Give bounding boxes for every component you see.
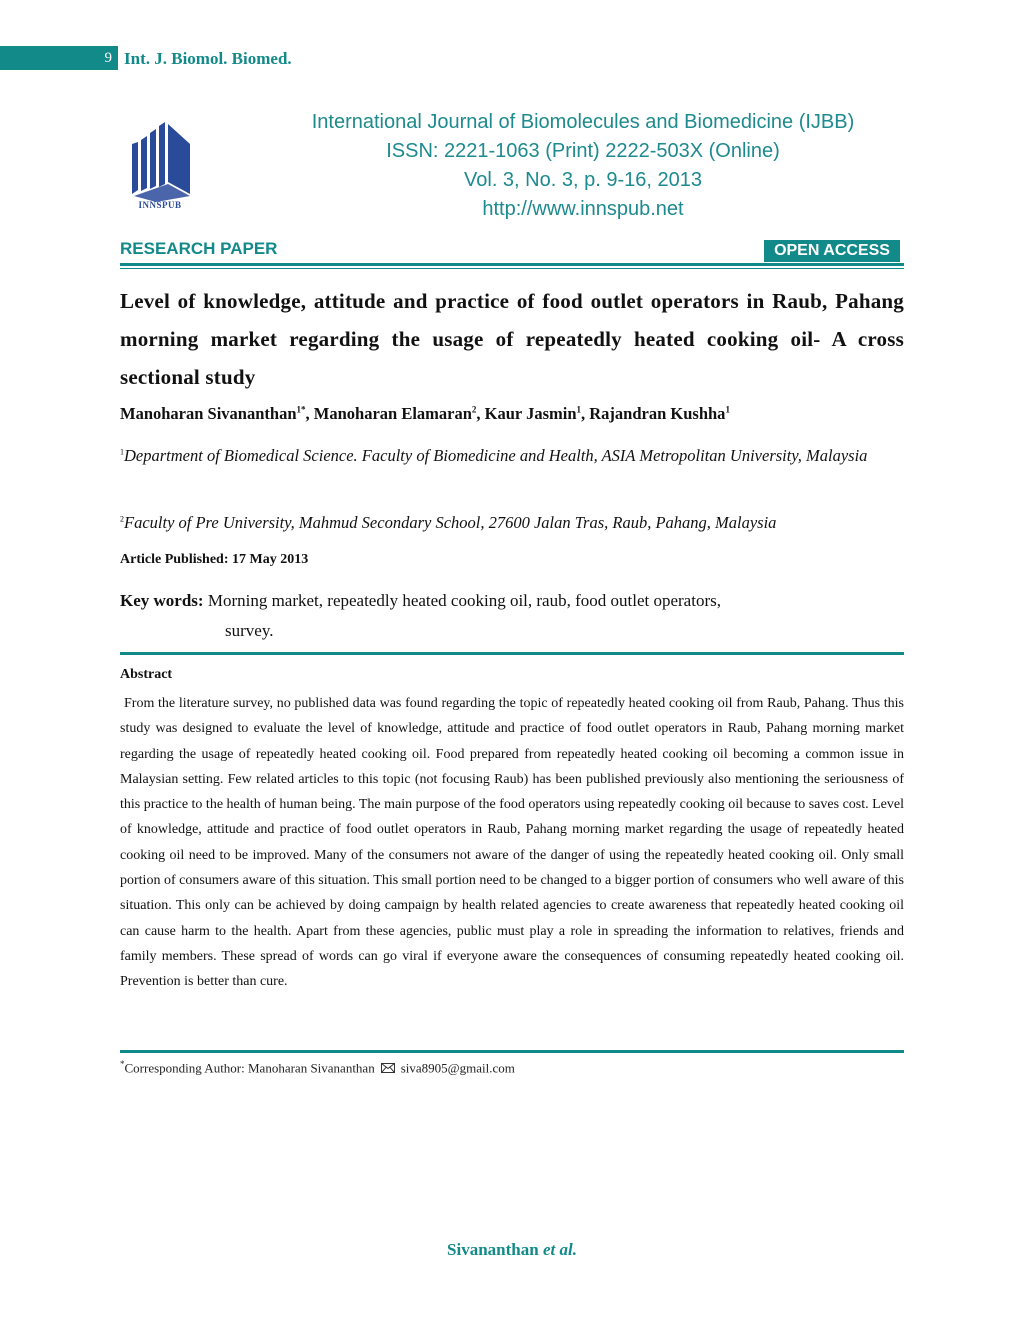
page-footer [0,1240,1024,1260]
author-list [120,404,904,424]
affiliation-text: Department of Biomedical Science. Faculty of Biomedicine and Health, ASIA Metropolitan University, Malaysia [124,446,868,465]
page-number: 9 [104,50,112,66]
author-name: Kaur Jasmin [484,404,577,423]
article-type-label: RESEARCH PAPER [120,239,278,258]
journal-issn: ISSN: 2221-1063 (Print) 2222-503X (Online) [386,140,780,162]
affiliation [120,441,904,471]
divider [120,263,904,266]
logo-wordmark: INNSPUB [138,200,182,210]
author-affiliation-marker: 1 [576,404,581,415]
keywords-text: Morning market, repeatedly heated cooking oil, raub, food outlet operators, [207,591,721,610]
author-affiliation-marker: 1* [296,404,306,415]
affiliation-marker: 1 [120,447,124,457]
journal-abbreviation: Int. J. Biomol. Biomed. [124,49,292,68]
keywords-label: Key words: [120,591,204,610]
author-separator: , [476,404,485,423]
author-separator: , [305,404,314,423]
article-title: Level of knowledge, attitude and practice of food outlet operators in Raub, Pahang morning market regarding the usage of repeatedly heated cooking oil- A cross sectional study [120,289,904,389]
divider [120,652,904,655]
footer-author: Sivananthan [447,1240,539,1259]
keywords-text-continued: survey. [225,621,274,640]
corresponding-author-text: Corresponding Author: Manoharan Sivananthan [124,1060,375,1076]
affiliation [120,508,904,538]
publication-date: Article Published: 17 May 2013 [120,552,309,567]
divider [120,1050,904,1053]
footer-etal: et al. [542,1240,577,1259]
mail-icon [381,1063,395,1073]
affiliation-marker: 2 [120,514,124,524]
author-name: Manoharan Elamaran [313,404,472,423]
author-name: Rajandran Kushha [589,404,726,423]
corresponding-marker: * [120,1059,125,1069]
corresponding-author [120,1059,515,1076]
corresponding-email[interactable]: siva8905@gmail.com [400,1060,515,1076]
open-access-badge: OPEN ACCESS [764,240,900,262]
author-name: Manoharan Sivananthan [120,404,297,423]
author-affiliation-marker: 2 [471,404,477,415]
journal-url[interactable]: http://www.innspub.net [482,198,684,220]
journal-volume: Vol. 3, No. 3, p. 9-16, 2013 [464,169,702,191]
author-affiliation-marker: 1 [725,404,730,415]
journal-title: International Journal of Biomolecules and Biomedicine (IJBB) [311,111,855,133]
divider [120,268,904,269]
abstract-body: From the literature survey, no published data was found regarding the topic of repeatedly heated cooking oil from Raub, Pahang. Thus this study was designed to evaluate the level of knowledge, attitude and practice of food outlet operators in Raub, Pahang morning market regarding the usage of repeatedly heated cooking oil. Food prepared from repeatedly heated cooking oil becoming a common issue in Malaysian setting. Few related articles to this topic (not focusing Raub) has been published previously also mentioning the seriousness of this practice to the health of human being. The main purpose of the food operators using repeatedly cooking oil because to saves cost. Level of knowledge, attitude and practice of food outlet operators in Raub, Pahang morning market regarding the usage of repeatedly heated cooking oil need to be improved. Many of the consumers not aware of the danger of using the repeatedly heated cooking oil. Only small portion of consumers aware of this situation. This small portion need to be changed to a bigger portion of consumers who well aware of this situation. This only can be achieved by doing campaign by health related agencies to create awareness that repeatedly heated cooking oil can cause harm to the health. Apart from these agencies, public must play a role in spreading the information to relatives, friends and family members. These spread of words can go viral if everyone aware the consequences of consuming repeatedly heated cooking oil. Prevention is better than cure. [120,696,904,990]
author-separator: , [581,404,590,423]
abstract-heading: Abstract [120,667,173,682]
affiliation-text: Faculty of Pre University, Mahmud Secondary School, 27600 Jalan Tras, Raub, Pahang, Malaysia [124,513,777,532]
